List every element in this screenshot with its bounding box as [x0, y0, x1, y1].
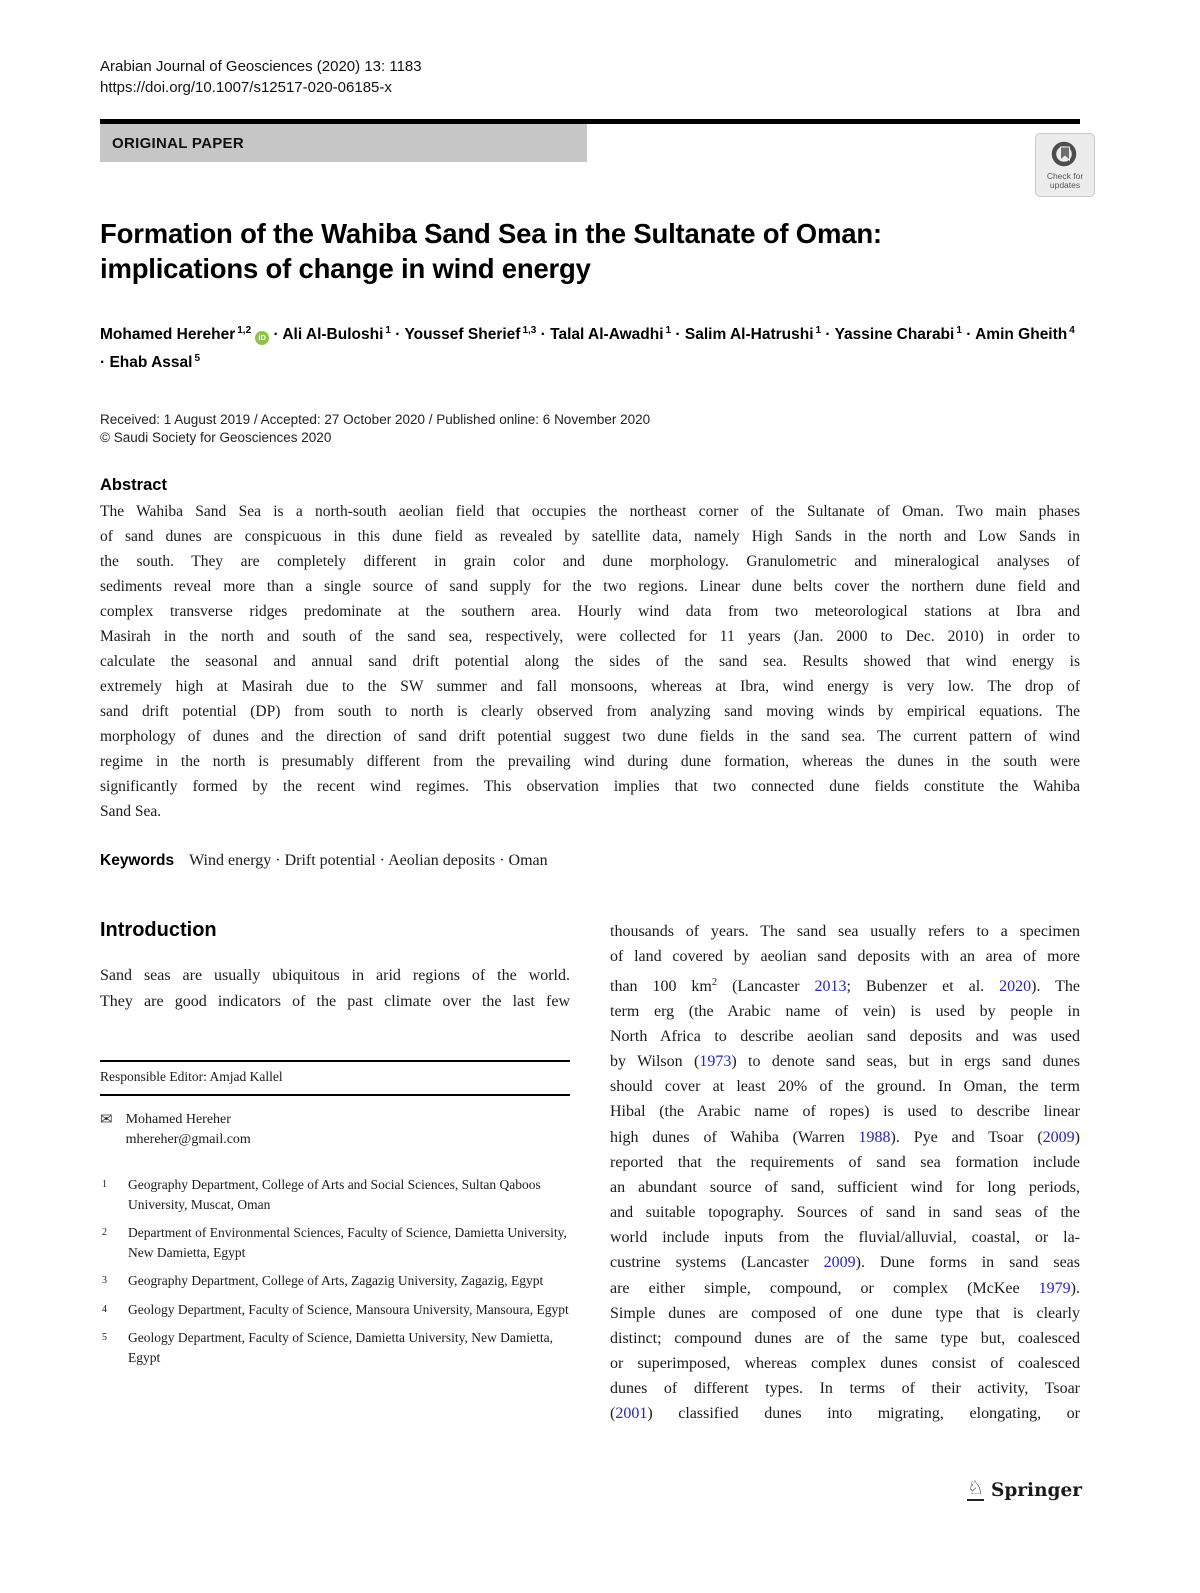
author-name: Youssef Sherief [404, 326, 521, 344]
author-name: Amin Gheith [975, 326, 1068, 344]
keyword-separator: · [271, 852, 285, 870]
footnote-divider-bottom [100, 1094, 570, 1096]
article-title [100, 216, 1080, 286]
text-line [100, 574, 1080, 599]
text-run: ). Pye and Tsoar ( [890, 1128, 1043, 1146]
citation-link[interactable]: 2009 [823, 1254, 856, 1272]
responsible-editor-note: Responsible Editor: Amjad Kallel [100, 1069, 283, 1085]
affiliation-item [100, 1271, 570, 1291]
correspondence-block [100, 1110, 570, 1150]
text-line [610, 944, 1080, 969]
text-line [610, 1049, 1080, 1074]
superscript: 2 [711, 976, 718, 988]
text-run: term erg (the Arabic name of vein) is used by people in [610, 1002, 1080, 1020]
citation-link[interactable]: 1988 [858, 1128, 891, 1146]
text-run: reported that the requirements of sand sea formation include [610, 1153, 1080, 1171]
footnote-block [100, 1060, 570, 1367]
orcid-icon[interactable]: iD [255, 331, 269, 345]
text-run: Sand Sea. [100, 803, 162, 821]
author-separator: · [536, 326, 551, 344]
text-run: Hibal (the Arabic name of ropes) is used to describe linear [610, 1103, 1080, 1121]
text-line [100, 524, 1080, 549]
right-column [610, 914, 1080, 1426]
text-line [610, 1074, 1080, 1099]
text-run: world include inputs from the fluvial/alluvial, coastal, or la- [610, 1229, 1080, 1247]
article-type-band [100, 124, 587, 162]
introduction-heading: Introduction [100, 919, 217, 942]
text-run: ) [1074, 1128, 1080, 1146]
author-name: Ehab Assal [109, 354, 193, 372]
affiliation-text: Geography Department, College of Arts and Social Sciences, Sultan Qaboos University, Muscat, Oman [128, 1177, 541, 1212]
check-for-updates-text: Check for updates [1046, 170, 1084, 190]
check-for-updates-icon [1050, 140, 1080, 170]
text-line [100, 774, 1080, 799]
text-run: They are good indicators of the past climate over the last few [100, 993, 570, 1011]
author-list [100, 319, 1080, 375]
text-run: ) to denote sand seas, but in ergs sand dunes [731, 1053, 1080, 1071]
text-line [610, 1024, 1080, 1049]
article-type-band-row [100, 119, 1084, 190]
author-affiliation-sup: 1 [385, 325, 391, 336]
affiliation-item [100, 1223, 570, 1262]
text-line [610, 1125, 1080, 1150]
citation-link[interactable]: 2009 [1042, 1128, 1075, 1146]
author-separator: · [961, 326, 976, 344]
text-run: of land covered by aeolian sand deposits with an area of more [610, 948, 1080, 966]
text-run: ; Bubenzer et al. [846, 977, 1000, 995]
text-run: dunes of different types. In terms of their activity, Tsoar [610, 1380, 1080, 1398]
keyword-item: Oman [508, 852, 548, 870]
author-name: Ali Al-Buloshi [282, 326, 384, 344]
author-affiliation-sup: 1,3 [522, 325, 537, 336]
text-run: complex transverse ridges predominate at the southern area. Hourly wind data from two meteorological stations at Ibra and [100, 603, 1080, 621]
article-type-label: ORIGINAL PAPER [112, 134, 244, 152]
text-line [610, 1150, 1080, 1175]
affiliation-text: Geology Department, Faculty of Science, Damietta University, New Damietta, Egypt [128, 1330, 553, 1365]
abstract-text [100, 499, 1080, 824]
keyword-separator: · [375, 852, 389, 870]
text-line [100, 549, 1080, 574]
text-run: an abundant source of sand, sufficient wind for long periods, [610, 1178, 1080, 1196]
text-run: ( [610, 1405, 616, 1423]
text-line [100, 624, 1080, 649]
email-icon: ✉ [100, 1112, 113, 1129]
check-for-updates-badge[interactable] [1035, 133, 1095, 197]
publisher-name: Springer [991, 1480, 1082, 1501]
text-line [610, 1301, 1080, 1326]
text-line [610, 1175, 1080, 1200]
text-run: Masirah in the north and south of the sand sea, respectively, were collected for 11 years (Jan. 2000 to Dec. 2010) in order to [100, 628, 1080, 646]
article-title-line2: implications of change in wind energy [100, 253, 591, 284]
affiliation-number: 5 [102, 1332, 107, 1344]
affiliation-text: Department of Environmental Sciences, Faculty of Science, Damietta University, New Damietta, Egypt [128, 1225, 567, 1260]
author-affiliation-sup: 1,2 [237, 325, 252, 336]
text-line [100, 674, 1080, 699]
text-line [100, 499, 1080, 524]
text-line [100, 799, 1080, 824]
text-run: distinct; compound dunes are of the same type but, coalesced [610, 1329, 1080, 1347]
text-line [610, 1225, 1080, 1250]
author-name: Mohamed Hereher [100, 326, 236, 344]
text-run: North Africa to describe aeolian sand deposits and was used [610, 1027, 1080, 1045]
citation-link[interactable]: 2001 [615, 1405, 648, 1423]
text-line [610, 919, 1080, 944]
keywords-values [189, 852, 548, 869]
text-line [610, 1326, 1080, 1351]
doi-link[interactable]: https://doi.org/10.1007/s12517-020-06185-x [100, 79, 392, 96]
author-separator: · [671, 326, 685, 344]
keyword-item: Aeolian deposits [388, 852, 496, 870]
text-run: ). [1070, 1279, 1080, 1297]
keywords-row [100, 852, 1080, 870]
text-line [100, 963, 570, 989]
text-line [610, 1200, 1080, 1225]
page-content [100, 0, 1084, 1426]
keyword-separator: · [495, 852, 509, 870]
text-run: ). The [1031, 977, 1080, 995]
text-run: the south. They are completely different in grain color and dune morphology. Granulometric and mineralogical analyses of [100, 553, 1080, 571]
author-separator: · [100, 354, 110, 372]
author-separator: · [821, 326, 835, 344]
text-run: and suitable topography. Sources of sand in sand seas of the [610, 1204, 1080, 1222]
citation-link[interactable]: 2020 [999, 977, 1032, 995]
text-run: custrine systems (Lancaster [610, 1254, 824, 1272]
citation-link[interactable]: 1979 [1038, 1279, 1071, 1297]
author-affiliation-sup: 5 [194, 353, 201, 365]
text-run: than 100 km [610, 977, 712, 995]
text-run: thousands of years. The sand sea usually refers to a specimen [610, 923, 1080, 941]
text-run: significantly formed by the recent wind regimes. This observation implies that two connected dune fields constitute the Wahiba [100, 778, 1080, 796]
text-run: morphology of dunes and the direction of sand drift potential suggest two dune fields in the sand sea. The current pattern of wind [100, 728, 1080, 746]
text-run: Sand seas are usually ubiquitous in arid regions of the world. [100, 967, 570, 985]
text-run: sand drift potential (DP) from south to north is clearly observed from analyzing sand moving winds by empirical equations. The [100, 703, 1080, 721]
author-affiliation-sup: 1 [956, 325, 962, 336]
text-run: regime in the north is presumably different from the prevailing wind during dune formation, whereas the dunes in the south were [100, 753, 1080, 771]
text-line [100, 699, 1080, 724]
left-column [100, 914, 570, 1426]
text-run: or superimposed, whereas complex dunes consist of coalesced [610, 1354, 1080, 1372]
text-run: of sand dunes are conspicuous in this dune field as revealed by satellite data, namely High Sands in the north and Low Sands in [100, 528, 1080, 546]
text-run: ). Dune forms in sand seas [855, 1254, 1081, 1272]
text-run: (Lancaster [717, 977, 815, 995]
text-run: by Wilson ( [610, 1053, 700, 1071]
correspondence-email[interactable]: mhereher@gmail.com [125, 1132, 251, 1148]
keyword-item: Wind energy [189, 852, 272, 870]
correspondence-name: Mohamed Hereher [125, 1112, 231, 1128]
author-affiliation-sup: 4 [1069, 325, 1075, 336]
affiliation-item [100, 1175, 570, 1214]
publisher-logo [967, 1479, 1082, 1501]
article-history [100, 411, 1080, 447]
text-run: ) classified dunes into migrating, elongating, or [647, 1405, 1080, 1423]
copyright-line: © Saudi Society for Geosciences 2020 [100, 430, 332, 446]
keyword-item: Drift potential [284, 852, 376, 870]
text-run: The Wahiba Sand Sea is a north-south aeolian field that occupies the northeast corner of the Sultanate of Oman. Two main phases [100, 503, 1080, 521]
text-run: extremely high at Masirah due to the SW summer and fall monsoons, whereas at Ibra, wind energy is very low. The drop of [100, 678, 1080, 696]
author-affiliation-sup: 1 [815, 325, 822, 336]
text-run: calculate the seasonal and annual sand drift potential along the sides of the sand sea. Results showed that wind energy is [100, 653, 1080, 671]
text-line [610, 1276, 1080, 1301]
text-line [610, 970, 1080, 999]
affiliation-number: 3 [102, 1275, 107, 1287]
text-line [610, 1351, 1080, 1376]
affiliation-text: Geology Department, Faculty of Science, Mansoura University, Mansoura, Egypt [128, 1301, 569, 1317]
text-line [610, 1099, 1080, 1124]
article-metadata-header [100, 0, 1080, 98]
correspondence-details [126, 1110, 251, 1150]
author-name: Salim Al-Hatrushi [684, 326, 814, 344]
citation-link[interactable]: 2013 [814, 977, 847, 995]
text-line [100, 724, 1080, 749]
text-line [610, 1401, 1080, 1426]
affiliation-list [100, 1175, 570, 1367]
keywords-label: Keywords [100, 852, 175, 870]
author-affiliation-sup: 1 [665, 325, 672, 336]
text-run: Simple dunes are composed of one dune type that is clearly [610, 1304, 1080, 1322]
affiliation-item [100, 1328, 570, 1367]
text-run: should cover at least 20% of the ground. In Oman, the term [610, 1078, 1080, 1096]
affiliation-number: 1 [102, 1179, 107, 1191]
affiliation-item [100, 1300, 570, 1320]
article-title-line1: Formation of the Wahiba Sand Sea in the Sultanate of Oman: [100, 218, 882, 249]
text-line [610, 1376, 1080, 1401]
two-column-body [100, 914, 1080, 1426]
springer-knight-icon: ♘ [966, 1477, 985, 1499]
received-accepted-published: Received: 1 August 2019 / Accepted: 27 October 2020 / Published online: 6 November 2020 [100, 412, 651, 428]
text-line [100, 649, 1080, 674]
text-line [100, 599, 1080, 624]
affiliation-number: 2 [102, 1227, 107, 1239]
text-line [100, 989, 570, 1015]
introduction-continued-paragraph [610, 914, 1080, 1426]
author-name: Yassine Charabi [834, 326, 955, 344]
journal-citation: Arabian Journal of Geosciences (2020) 13: 1183 [100, 58, 422, 75]
text-run: high dunes of Wahiba (Warren [610, 1128, 859, 1146]
author-name: Talal Al-Awadhi [550, 326, 664, 344]
citation-link[interactable]: 1973 [699, 1053, 732, 1071]
text-line [100, 749, 1080, 774]
author-separator: · [390, 326, 405, 344]
text-line [610, 999, 1080, 1024]
affiliation-number: 4 [102, 1303, 107, 1315]
text-line [610, 1250, 1080, 1275]
author-separator: · [269, 326, 283, 344]
affiliation-text: Geography Department, College of Arts, Zagazig University, Zagazig, Egypt [128, 1273, 544, 1289]
introduction-paragraph [100, 963, 570, 1015]
text-run: are either simple, compound, or complex (McKee [610, 1279, 1039, 1297]
abstract-heading: Abstract [100, 476, 167, 495]
text-run: sediments reveal more than a single source of sand supply for the two regions. Linear dune belts cover the northern dune field and [100, 578, 1080, 596]
